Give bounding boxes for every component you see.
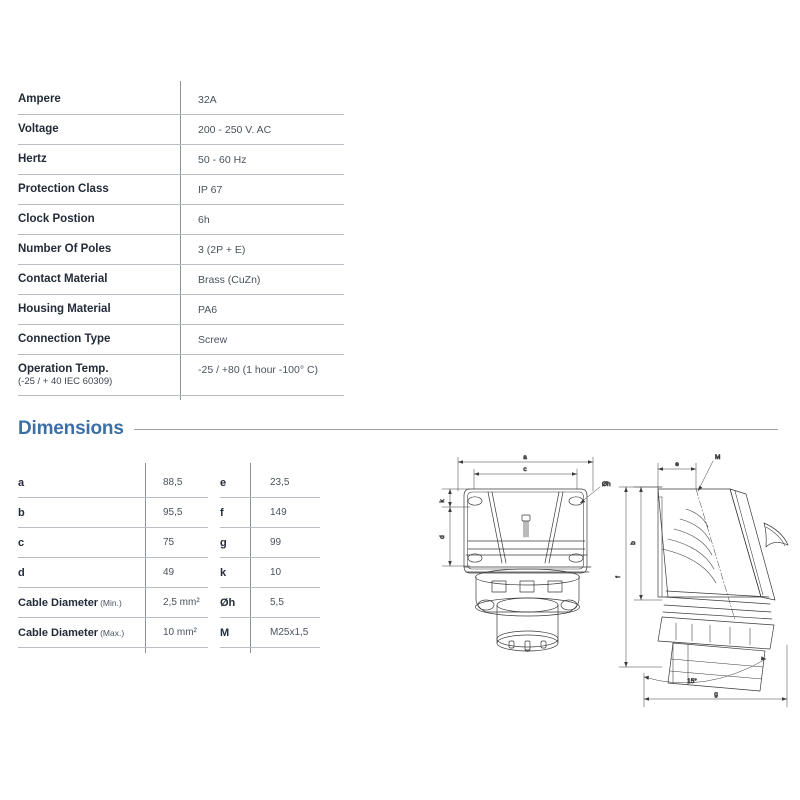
angle-15-degrees: [644, 656, 766, 683]
specification-table: [18, 85, 344, 396]
table-row: [18, 618, 208, 648]
table-row: [220, 498, 320, 528]
dimension-value: 95,5: [163, 507, 183, 518]
spec-label: [18, 85, 180, 113]
spec-label-subtext: (-25 / + 40 IEC 60309): [18, 376, 113, 388]
dimension-f: [619, 487, 662, 667]
body-edge-right-inner: [545, 492, 559, 563]
body-edge-right-outer: [549, 492, 563, 563]
table-row: [220, 618, 320, 648]
dimension-label: [18, 477, 145, 489]
leader-thread-m: [698, 461, 713, 491]
spec-label: [18, 175, 180, 203]
dimension-label-text: Cable Diameter: [18, 626, 99, 639]
threaded-ring-side: [658, 617, 774, 649]
dimension-label: [18, 597, 145, 609]
dimension-label: [18, 507, 145, 519]
spec-value: Brass (CuZn): [198, 274, 261, 286]
dimension-label: k: [220, 566, 227, 579]
dimension-label: [18, 537, 145, 549]
lid-arcs: [662, 509, 716, 583]
dimension-label-e: e: [675, 461, 679, 468]
spec-label-text: Voltage: [18, 123, 59, 135]
dimension-label: M: [220, 626, 230, 639]
dimension-value: 49: [163, 567, 175, 578]
heading-divider: [134, 429, 778, 430]
housing-rib: [730, 489, 775, 600]
mounting-flange: [464, 489, 587, 573]
table-row: [18, 558, 208, 588]
technical-drawing: [430, 445, 800, 735]
dimension-qualifier: (Min.): [100, 597, 122, 608]
flange-band: [663, 591, 772, 619]
dimensions-table-left: [18, 468, 208, 648]
table-row: [18, 145, 344, 175]
dimension-label-text: d: [18, 566, 25, 579]
spec-label: [18, 295, 180, 323]
spec-label-text: Clock Postion: [18, 213, 95, 225]
spec-label: [18, 355, 180, 395]
dimension-label-b: b: [630, 541, 637, 545]
table-row: [18, 295, 344, 325]
technical-drawing-svg: [430, 445, 800, 735]
mounting-hole-right: [569, 497, 583, 505]
housing-band: [466, 541, 587, 555]
spec-label-text: Operation Temp.: [18, 363, 109, 375]
spec-label-text: Housing Material: [18, 303, 111, 315]
table-row: [18, 175, 344, 205]
dimension-value: M25x1,5: [270, 627, 309, 638]
front-view: [439, 454, 611, 652]
page-title: Dimensions: [18, 418, 124, 439]
table-row: [18, 528, 208, 558]
dimension-label-text: a: [18, 476, 25, 489]
spec-value: 32A: [198, 94, 217, 106]
spec-value: 6h: [198, 214, 210, 226]
spec-value: 200 - 250 V. AC: [198, 124, 272, 136]
spec-label-text: Contact Material: [18, 273, 108, 285]
dimension-label: [18, 567, 145, 579]
dimension-label-text: b: [18, 506, 25, 519]
dimension-label-g: g: [714, 691, 718, 698]
table-row: [18, 115, 344, 145]
dimension-label-text: c: [18, 536, 25, 549]
dimension-value: 88,5: [163, 477, 183, 488]
dimension-label-15-degrees: 15°: [687, 678, 697, 685]
spec-value: IP 67: [198, 184, 223, 196]
dimension-value: 5,5: [270, 597, 284, 608]
dimension-label: [18, 627, 145, 639]
dimension-label-m: M: [715, 454, 721, 461]
table-row: [18, 85, 344, 115]
dimension-label-text: Cable Diameter: [18, 596, 99, 609]
spec-value: 50 - 60 Hz: [198, 154, 247, 166]
dimension-label: Øh: [220, 596, 236, 609]
spec-label: [18, 145, 180, 173]
dimension-label: g: [220, 536, 227, 549]
spec-label-text: Ampere: [18, 93, 61, 105]
table-row: [18, 265, 344, 295]
spec-label: [18, 115, 180, 143]
dimension-label-diameter-h: Øh: [602, 481, 611, 488]
dimension-value: 149: [270, 507, 287, 518]
collar: [464, 567, 591, 585]
cover-hinge: [764, 523, 788, 547]
table-row: [18, 588, 208, 618]
mounting-flange-inner: [468, 492, 584, 569]
dimension-d: [442, 507, 470, 566]
spec-value: -25 / +80 (1 hour -100° C): [198, 364, 319, 376]
spec-label-text: Connection Type: [18, 333, 111, 345]
table-row: [18, 235, 344, 265]
dimension-label-d: d: [439, 535, 446, 539]
body-edge-left-inner: [492, 492, 506, 563]
dimension-label-f: f: [615, 576, 622, 578]
dimension-label: f: [220, 506, 224, 519]
table-row: [18, 325, 344, 355]
spec-value: PA6: [198, 304, 218, 316]
plug-barrel: [497, 598, 558, 651]
table-row: [220, 468, 320, 498]
dimension-label-a: a: [523, 454, 527, 461]
spec-label-text: Hertz: [18, 153, 47, 165]
spec-value: Screw: [198, 334, 228, 346]
latch-detail: [522, 515, 530, 537]
spec-label: [18, 265, 180, 293]
table-row: [18, 205, 344, 235]
spec-label: [18, 205, 180, 233]
dimension-value: 23,5: [270, 477, 290, 488]
dimension-value: 2,5 mm²: [163, 597, 200, 608]
dimension-value: 75: [163, 537, 175, 548]
mounting-hole-left: [468, 497, 482, 505]
housing-rib-line: [735, 491, 763, 595]
dimension-label-c: c: [523, 466, 527, 473]
spec-label-text: Protection Class: [18, 183, 109, 195]
table-row: [220, 528, 320, 558]
table-row: [220, 588, 320, 618]
dimensions-section-heading: [18, 418, 778, 440]
spec-value: 3 (2P + E): [198, 244, 246, 256]
dimension-label: e: [220, 476, 227, 489]
dimensions-table-right: [220, 468, 320, 648]
table-row: [18, 468, 208, 498]
dimension-value: 10: [270, 567, 282, 578]
dimension-value: 10 mm²: [163, 627, 197, 638]
dimension-k: [442, 489, 470, 507]
spec-label: [18, 235, 180, 263]
dimension-label-k: k: [439, 499, 446, 503]
body-edge-left-outer: [488, 492, 502, 563]
dimension-value: 99: [270, 537, 282, 548]
table-row: [18, 498, 208, 528]
table-row: [220, 558, 320, 588]
dimension-qualifier: (Max.): [100, 627, 125, 638]
spec-label-text: Number Of Poles: [18, 243, 112, 255]
side-view: [615, 454, 788, 707]
spec-label: [18, 325, 180, 353]
table-row: [18, 355, 344, 396]
